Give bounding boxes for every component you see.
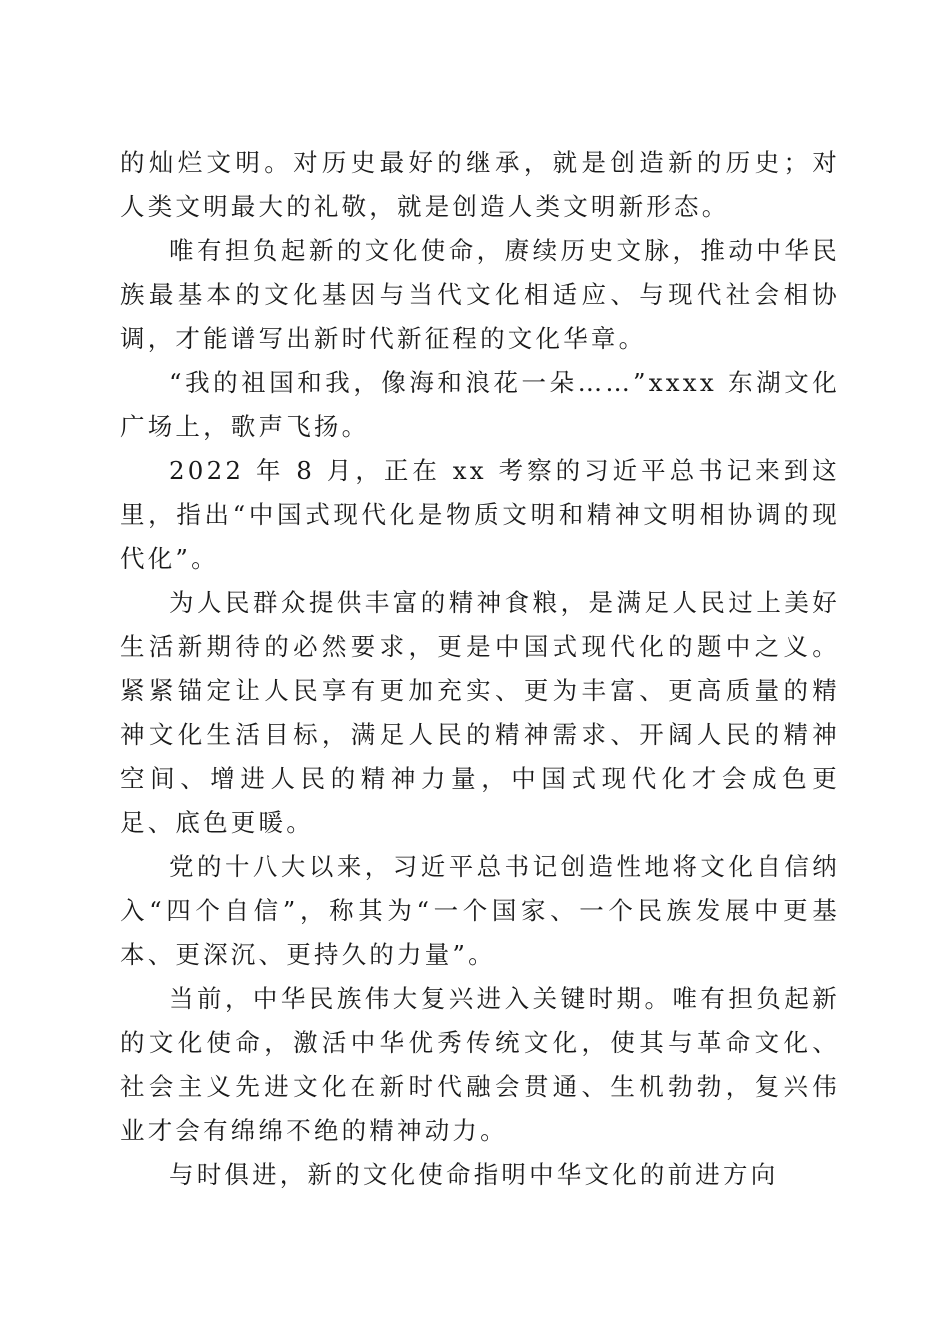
paragraph: 当前，中华民族伟大复兴进入关键时期。唯有担负起新的文化使命，激活中华优秀传统文化，使其与革命文化、社会主义先进文化在新时代融会贯通、生机勃勃，复兴伟业才会有绵绵不绝的精神动力。 <box>120 984 840 1145</box>
paragraph: 为人民群众提供丰富的精神食粮，是满足人民过上美好生活新期待的必然要求，更是中国式现代化的题中之义。紧紧锚定让人民享有更加充实、更为丰富、更高质量的精神文化生活目标，满足人民的精神需求、开阔人民的精神空间、增进人民的精神力量，中国式现代化才会成色更足、底色更暖。 <box>120 588 840 837</box>
paragraph: 2022 年 8 月，正在 xx 考察的习近平总书记来到这里，指出“中国式现代化是物质文明和精神文明相协调的现代化”。 <box>120 456 840 573</box>
paragraph-continuation: 的灿烂文明。对历史最好的继承，就是创造新的历史；对人类文明最大的礼敬，就是创造人类文明新形态。 <box>120 148 840 221</box>
section-heading: 与时俱进，新的文化使命指明中华文化的前进方向 <box>169 1160 779 1189</box>
document-body <box>120 141 840 1197</box>
paragraph: 唯有担负起新的文化使命，赓续历史文脉，推动中华民族最基本的文化基因与当代文化相适应、与现代社会相协调，才能谱写出新时代新征程的文化华章。 <box>120 236 840 353</box>
paragraph: 党的十八大以来，习近平总书记创造性地将文化自信纳入“四个自信”，称其为“一个国家、一个民族发展中更基本、更深沉、更持久的力量”。 <box>120 852 840 969</box>
paragraph: “我的祖国和我，像海和浪花一朵……”xxxx 东湖文化广场上，歌声飞扬。 <box>120 368 840 441</box>
